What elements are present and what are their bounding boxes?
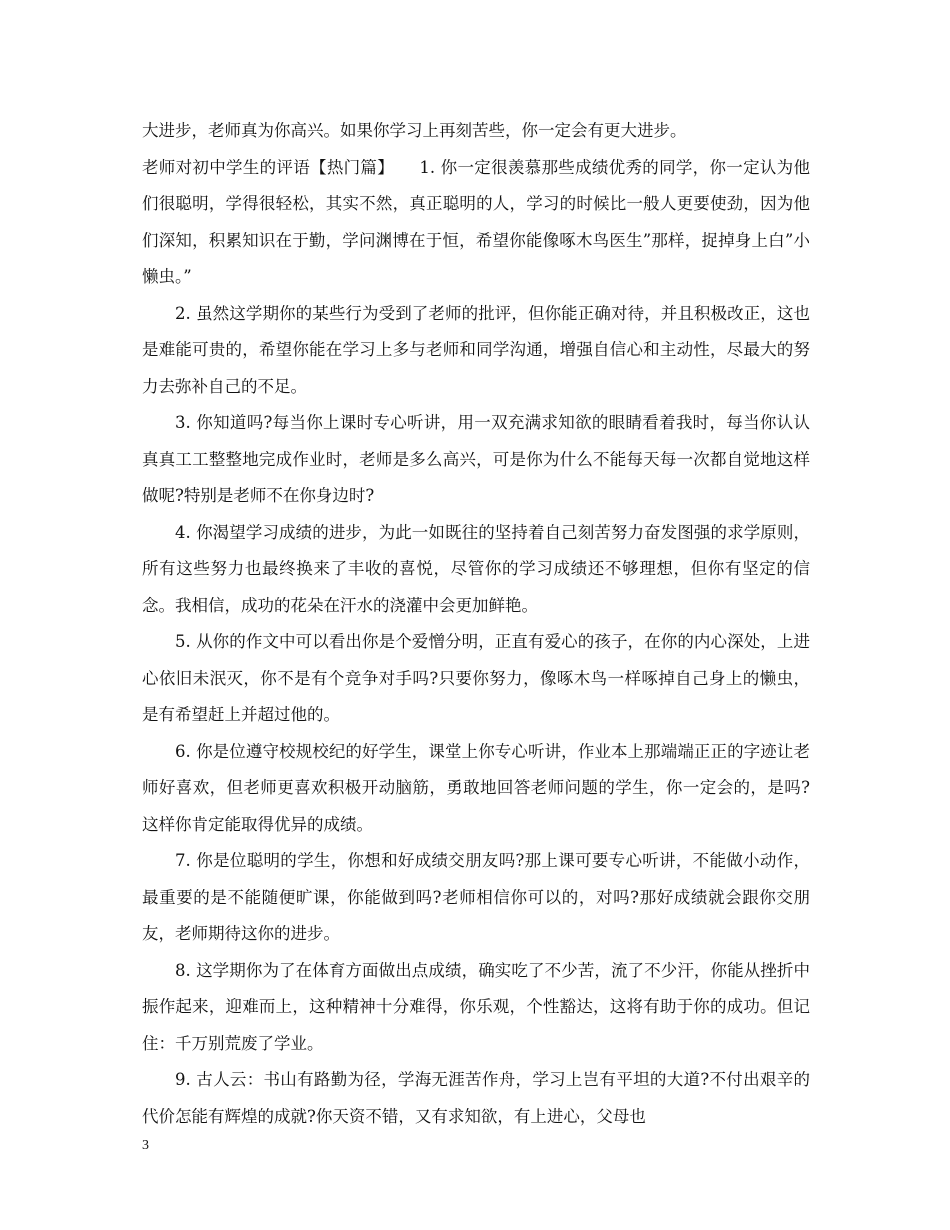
paragraph: 7. 你是位聪明的学生，你想和好成绩交朋友吗?那上课可要专心听讲，不能做小动作，最重要的是不能随便旷课，你能做到吗?老师相信你可以的，对吗?那好成绩就会跟你交朋友，老师期待这你的进步。 (142, 851, 810, 943)
page-number: 3 (142, 1138, 149, 1153)
paragraph: 2. 虽然这学期你的某些行为受到了老师的批评，但你能正确对待，并且积极改正，这也是难能可贵的，希望你能在学习上多与老师和同学沟通，增强自信心和主动性，尽最大的努力去弥补自己的不足。 (142, 303, 810, 396)
paragraph: 5. 从你的作文中可以看出你是个爱憎分明，正直有爱心的孩子，在你的内心深处，上进心依旧未泯灭，你不是有个竞争对手吗?只要你努力，像啄木鸟一样啄掉自己身上的懒虫，是有希望赶上并超过他的。 (142, 632, 810, 724)
paragraph: 6. 你是位遵守校规校纪的好学生，课堂上你专心听讲，作业本上那端端正正的字迹让老师好喜欢，但老师更喜欢积极开动脑筋，勇敢地回答老师问题的学生，你一定会的，是吗?这样你肯定能取得优异的成绩。 (142, 741, 810, 834)
paragraph: 3. 你知道吗?每当你上课时专心听讲，用一双充满求知欲的眼睛看着我时，每当你认认真真工工整整地完成作业时，老师是多么高兴，可是你为什么不能每天每一次都自觉地这样做呢?特别是老师不在你身边时? (142, 413, 810, 505)
paragraph: 老师对初中学生的评语【热门篇】 1. 你一定很羡慕那些成绩优秀的同学，你一定认为他们很聪明，学得很轻松，其实不然，真正聪明的人，学习的时候比一般人更要使劲，因为他们深知，积累知识在于勤，学问渊博在于恒，希望你能像啄木鸟医生”那样，捉掉身上白”小懒虫。” (142, 157, 810, 286)
paragraph: 8. 这学期你为了在体育方面做出点成绩，确实吃了不少苦，流了不少汗，你能从挫折中振作起来，迎难而上，这种精神十分难得，你乐观，个性豁达，这将有助于你的成功。但记住：千万别荒废了学业。 (142, 960, 810, 1053)
paragraph: 4. 你渴望学习成绩的进步，为此一如既往的坚持着自己刻苦努力奋发图强的求学原则，所有这些努力也最终换来了丰收的喜悦，尽管你的学习成绩还不够理想，但你有坚定的信念。我相信，成功的花朵在汗水的浇灌中会更加鲜艳。 (142, 522, 810, 615)
document-body (142, 113, 810, 1135)
paragraph: 9. 古人云：书山有路勤为径，学海无涯苦作舟，学习上岂有平坦的大道?不付出艰辛的代价怎能有辉煌的成就?你天资不错，又有求知欲，有上进心，父母也 (142, 1070, 810, 1126)
paragraph: 大进步，老师真为你高兴。如果你学习上再刻苦些，你一定会有更大进步。 (142, 121, 687, 140)
